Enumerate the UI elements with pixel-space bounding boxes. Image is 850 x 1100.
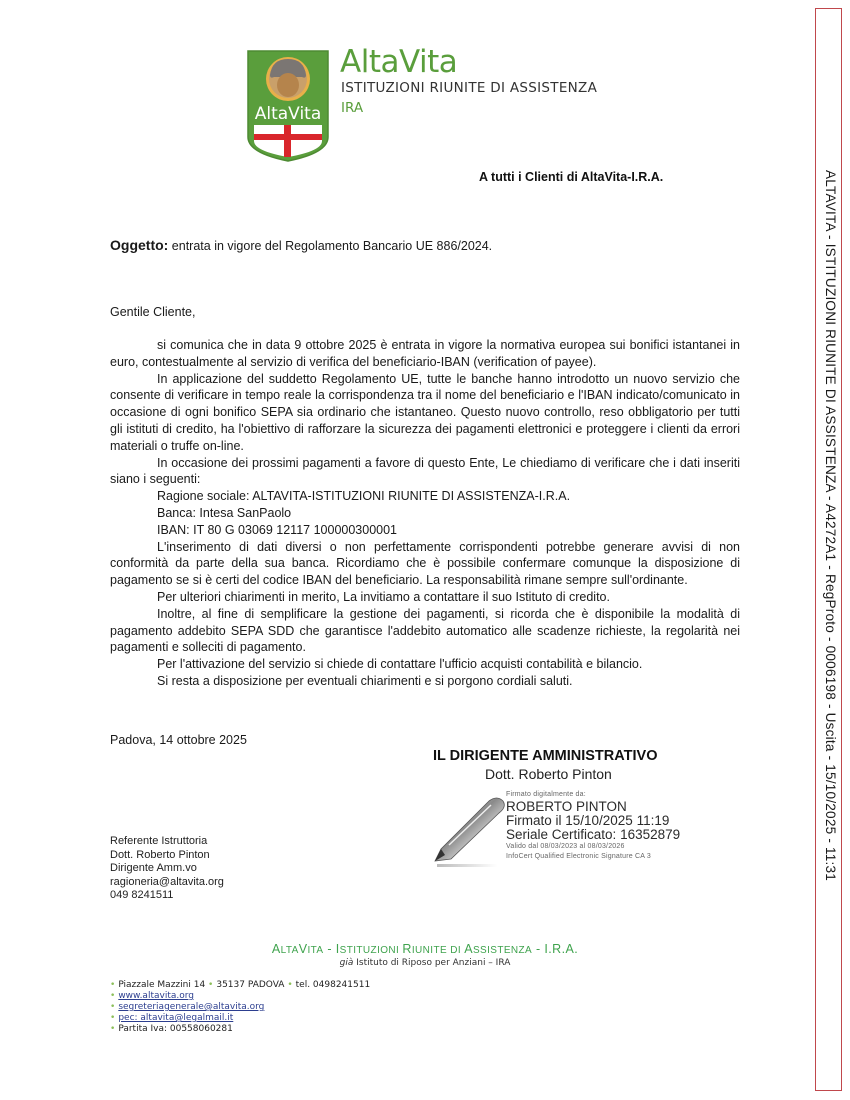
formerly-text: Istituto di Riposo per Anziani – IRA xyxy=(353,958,511,968)
altavita-shield-logo xyxy=(246,49,330,163)
certificate-issuer: InfoCert Qualified Electronic Signature CA 3 xyxy=(506,853,651,860)
referent-role: Referente Istruttoria xyxy=(110,835,208,847)
bullet-icon: • xyxy=(110,1013,116,1023)
serial-label: Seriale Certificato: xyxy=(506,827,617,842)
certificate-serial xyxy=(506,828,680,842)
footer-contacts xyxy=(110,980,370,1035)
referent-position: Dirigente Amm.vo xyxy=(110,862,197,874)
paragraph: Per l'attivazione del servizio si chiede di contattare l'ufficio acquisti contabilità e bilancio. xyxy=(157,657,643,672)
bullet-icon: • xyxy=(110,1002,116,1012)
pec-link[interactable]: pec: altavita@legalmail.it xyxy=(118,1013,234,1023)
address: Piazzale Mazzini 14 xyxy=(118,980,206,990)
referent-name: Dott. Roberto Pinton xyxy=(110,848,210,861)
digital-signature-pen-icon xyxy=(427,793,507,869)
protocol-stamp-text: ALTAVITA - ISTITUZIONI RIUNITE DI ASSISTENZA - A4272A1 - RegProto - 0006198 - Uscita - 15/10/2025 - 11:31 xyxy=(823,170,838,882)
vat-number: Partita Iva: 00558060281 xyxy=(118,1024,233,1034)
paragraph: si comunica che in data 9 ottobre 2025 è entrata in vigore la normativa europea sui bonifici istantanei in euro, contestualmente al servizio di verifica del beneficiario-IBAN (verification of payee). xyxy=(110,338,740,369)
email-link[interactable]: segreteriagenerale@altavita.org xyxy=(118,1002,265,1012)
footer-formerly xyxy=(0,958,850,968)
bullet-icon: • xyxy=(110,980,116,990)
subject-text: entrata in vigore del Regolamento Bancario UE 886/2024. xyxy=(168,239,493,253)
greeting: Gentile Cliente, xyxy=(110,305,196,319)
website-link[interactable]: www.altavita.org xyxy=(118,991,194,1001)
place-date: Padova, 14 ottobre 2025 xyxy=(110,733,247,747)
phone: tel. 0498241511 xyxy=(295,980,371,990)
certificate-validity: Valido dal 08/03/2023 al 08/03/2026 xyxy=(506,843,625,850)
bullet-icon: • xyxy=(208,980,214,990)
bank-detail-iban: IBAN: IT 80 G 03069 12117 100000300001 xyxy=(157,522,398,537)
bank-detail-company: Ragione sociale: ALTAVITA-ISTITUZIONI RIUNITE DI ASSISTENZA-I.R.A. xyxy=(157,489,571,504)
paragraph: In occasione dei prossimi pagamenti a favore di questo Ente, Le chiediamo di verificare che i dati inseriti siano i seguenti: xyxy=(110,455,740,487)
subject-label: Oggetto: xyxy=(110,237,169,253)
signed-on: Firmato il 15/10/2025 11:19 xyxy=(506,813,670,828)
footer-organization: ALTAVITA - ISTITUZIONI RIUNITE DI ASSISTENZA - I.R.A. xyxy=(271,942,579,956)
paragraph: Inoltre, al fine di semplificare la gestione dei pagamenti, si ricorda che è disponibile la modalità di pagamento addebito SEPA SDD che garantisce l'addebito automatico alle scadenze richieste, la regolarità nei pagamenti e solleciti di pagamento. xyxy=(110,606,740,655)
bank-detail-bank: Banca: Intesa SanPaolo xyxy=(157,505,292,520)
paragraph: L'inserimento di dati diversi o non perfettamente corrispondenti potrebbe generare avvisi di non conformità da parte della sua banca. Ricordiamo che è possibile confermare comunque la disposizione di pagamento se si è certi del codice IBAN del beneficiario. La responsabilità rimane sempre sull'ordinante. xyxy=(110,539,740,588)
serial-value: 16352879 xyxy=(620,827,681,842)
referent-block xyxy=(110,835,224,903)
logo-name: AltaVita xyxy=(340,44,458,80)
paragraph: Si resta a disposizione per eventuali chiarimenti e si porgono cordiali saluti. xyxy=(157,673,573,688)
referent-email[interactable]: ragioneria@altavita.org xyxy=(110,875,224,888)
shield-text: AltaVita xyxy=(254,104,322,124)
logo-abbreviation: IRA xyxy=(341,100,364,116)
recipient-line: A tutti i Clienti di AltaVita-I.R.A. xyxy=(479,170,664,184)
formerly-prefix: già xyxy=(339,958,354,968)
city: 35137 PADOVA xyxy=(216,980,285,990)
letter-body xyxy=(110,337,740,690)
bullet-icon: • xyxy=(287,980,293,990)
signatory-title: IL DIRIGENTE AMMINISTRATIVO xyxy=(433,748,658,764)
subject-line xyxy=(110,237,492,253)
bullet-icon: • xyxy=(110,1024,116,1034)
signer-name: ROBERTO PINTON xyxy=(506,799,627,814)
digital-signature-block xyxy=(506,790,680,862)
paragraph: Per ulteriori chiarimenti in merito, La invitiamo a contattare il suo Istituto di credito. xyxy=(157,589,610,604)
address-line xyxy=(110,980,370,991)
paragraph: In applicazione del suddetto Regolamento UE, tutte le banche hanno introdotto un nuovo servizio che consente di verificare in tempo reale la corrispondenza tra il nome del beneficiario e l'IBAN indicato/comunicato in occasione di ogni bonifico SEPA sia ordinario che istantaneo. Questo nuovo controllo, reso obbligatorio per tutti gli istituti di credito, ha l'obiettivo di rafforzare la sicurezza dei pagamenti elettronici e proteggere i clienti da errori materiali o truffe on-line. xyxy=(110,371,740,453)
bullet-icon: • xyxy=(110,991,116,1001)
signed-by-label: Firmato digitalmente da: xyxy=(506,791,586,798)
signatory-name: Dott. Roberto Pinton xyxy=(485,766,612,782)
logo-subtitle: ISTITUZIONI RIUNITE DI ASSISTENZA xyxy=(341,80,598,96)
referent-phone: 049 8241511 xyxy=(110,889,174,901)
